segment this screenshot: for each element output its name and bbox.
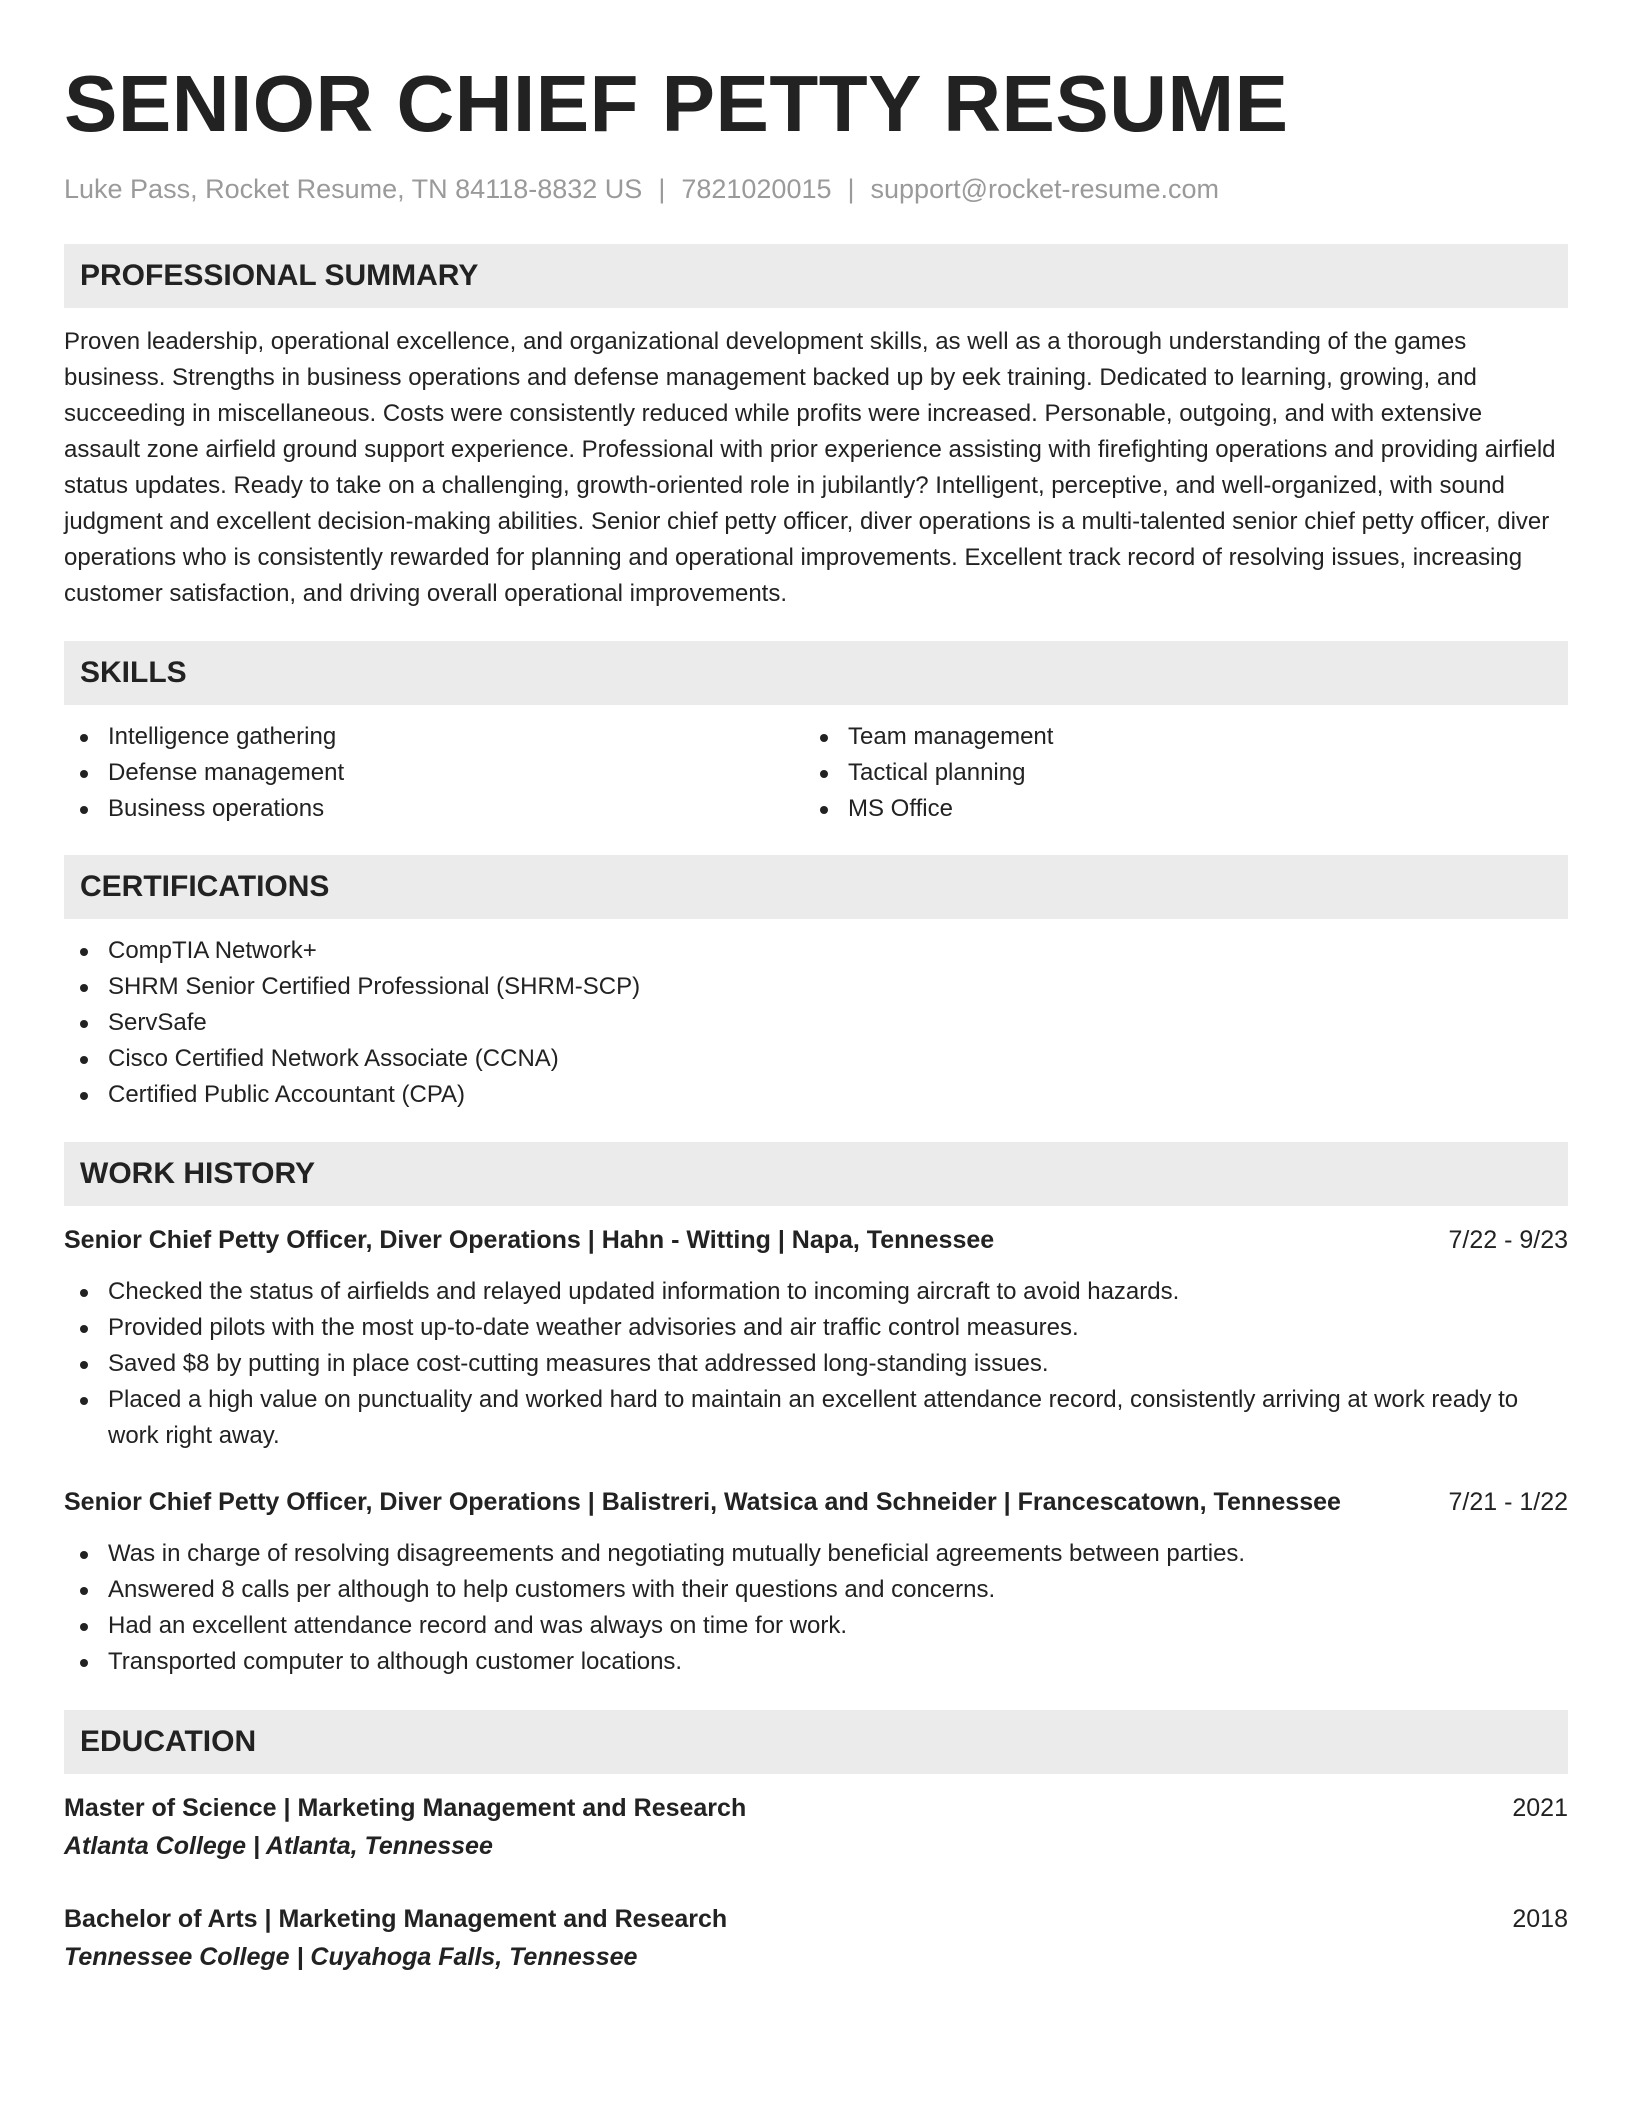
job-title: Senior Chief Petty Officer, Diver Operations | Hahn - Witting | Napa, Tennessee <box>64 1226 995 1254</box>
contact-separator: | <box>658 174 666 204</box>
education-year: 2018 <box>1512 1905 1568 1933</box>
job-bullet: Transported computer to although customer locations. <box>64 1644 1568 1680</box>
skill-item: Defense management <box>64 755 804 791</box>
job-entry <box>64 1222 1568 1454</box>
skills-column-right <box>804 719 1568 827</box>
job-header <box>64 1484 1568 1520</box>
certification-item: Cisco Certified Network Associate (CCNA) <box>64 1041 1568 1077</box>
contact-address: Luke Pass, Rocket Resume, TN 84118-8832 US <box>64 174 643 204</box>
certifications-list <box>64 933 1568 1113</box>
job-bullet: Was in charge of resolving disagreements and negotiating mutually beneficial agreements between parties. <box>64 1536 1568 1572</box>
contact-line <box>64 172 1568 206</box>
education-school: Atlanta College | Atlanta, Tennessee <box>64 1832 493 1860</box>
summary-text: Proven leadership, operational excellence, and organizational development skills, as well as a thorough understanding of the games business. Strengths in business operations and defense management backed up by eek training. Dedicated to learning, growing, and succeeding in miscellaneous. Costs were consistently reduced while profits were increased. Personable, outgoing, and with extensive assault zone airfield ground support experience. Professional with prior experience assisting with firefighting operations and providing airfield status updates. Ready to take on a challenging, growth-oriented role in jubilantly? Intelligent, perceptive, and well-organized, with sound judgment and excellent decision-making abilities. Senior chief petty officer, diver operations is a multi-talented senior chief petty officer, diver operations who is consistently rewarded for planning and operational improvements. Excellent track record of resolving issues, increasing customer satisfaction, and driving overall operational improvements. <box>64 328 1556 607</box>
job-bullet: Provided pilots with the most up-to-date weather advisories and air traffic control measures. <box>64 1310 1568 1346</box>
job-bullet: Had an excellent attendance record and was always on time for work. <box>64 1608 1568 1644</box>
section-heading-summary: PROFESSIONAL SUMMARY <box>64 244 1568 308</box>
education-school: Tennessee College | Cuyahoga Falls, Tennessee <box>64 1943 638 1971</box>
resume-title: SENIOR CHIEF PETTY RESUME <box>64 59 1289 148</box>
contact-email: support@rocket-resume.com <box>870 174 1220 204</box>
education-entry <box>64 1901 1568 1975</box>
job-bullets <box>64 1536 1568 1680</box>
skill-item: Intelligence gathering <box>64 719 804 755</box>
skills-column-left <box>64 719 804 827</box>
skills-list <box>64 719 1568 827</box>
section-heading-work-history: WORK HISTORY <box>64 1142 1568 1206</box>
certification-item: ServSafe <box>64 1005 1568 1041</box>
education-header <box>64 1901 1568 1937</box>
education-degree: Bachelor of Arts | Marketing Management and Research <box>64 1905 728 1933</box>
contact-phone: 7821020015 <box>681 174 832 204</box>
job-entry <box>64 1484 1568 1680</box>
skill-item: Business operations <box>64 791 804 827</box>
certification-item: Certified Public Accountant (CPA) <box>64 1077 1568 1113</box>
section-heading-skills: SKILLS <box>64 641 1568 705</box>
job-bullet: Checked the status of airfields and relayed updated information to incoming aircraft to avoid hazards. <box>64 1274 1568 1310</box>
job-dates: 7/22 - 9/23 <box>1448 1226 1568 1254</box>
section-heading-certifications: CERTIFICATIONS <box>64 855 1568 919</box>
certification-item: CompTIA Network+ <box>64 933 1568 969</box>
skill-item: Tactical planning <box>804 755 1568 791</box>
education-entry <box>64 1790 1568 1864</box>
skill-item: MS Office <box>804 791 1568 827</box>
job-bullet: Placed a high value on punctuality and worked hard to maintain an excellent attendance record, consistently arriving at work ready to work right away. <box>64 1382 1568 1454</box>
job-bullet: Answered 8 calls per although to help customers with their questions and concerns. <box>64 1572 1568 1608</box>
section-heading-education: EDUCATION <box>64 1710 1568 1774</box>
job-title: Senior Chief Petty Officer, Diver Operations | Balistreri, Watsica and Schneider | Francescatown, Tennessee <box>64 1488 1341 1516</box>
job-dates: 7/21 - 1/22 <box>1448 1488 1568 1516</box>
skill-item: Team management <box>804 719 1568 755</box>
job-bullet: Saved $8 by putting in place cost-cutting measures that addressed long-standing issues. <box>64 1346 1568 1382</box>
education-year: 2021 <box>1512 1794 1568 1822</box>
contact-separator: | <box>847 174 855 204</box>
education-degree: Master of Science | Marketing Management and Research <box>64 1794 747 1822</box>
education-header <box>64 1790 1568 1826</box>
job-bullets <box>64 1274 1568 1454</box>
job-header <box>64 1222 1568 1258</box>
certification-item: SHRM Senior Certified Professional (SHRM-SCP) <box>64 969 1568 1005</box>
